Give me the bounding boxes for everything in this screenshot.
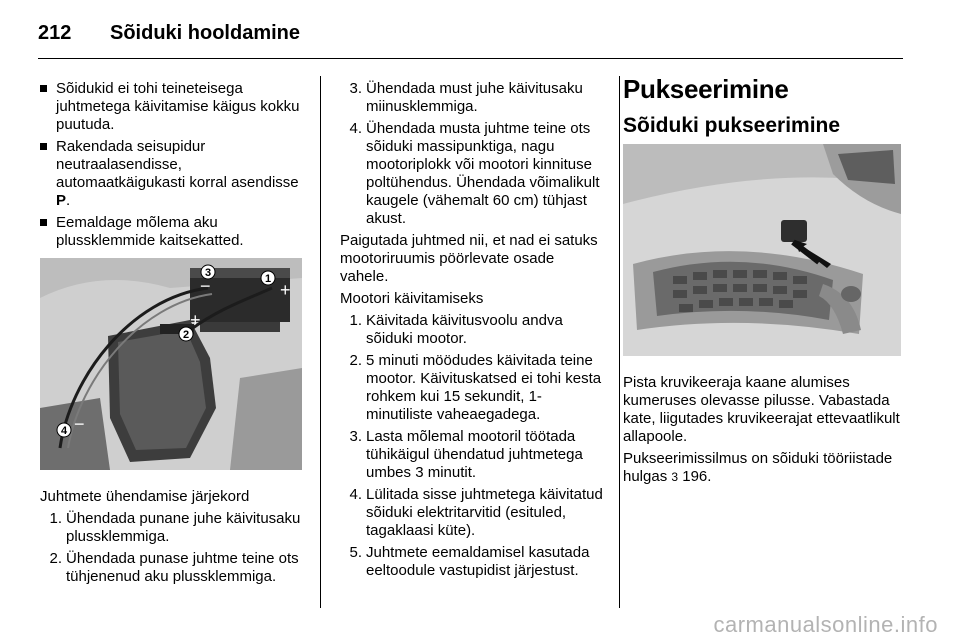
figure-label-3: 3 <box>204 267 212 279</box>
page-title: Sõiduki hooldamine <box>110 22 301 44</box>
bullet-item: Eemaldage mõlema aku plussklemmide kaitsekatted. <box>40 214 308 250</box>
column-1 <box>40 80 308 590</box>
list-item: 3. Ühendada must juhe käivitusaku miinusklemmiga. <box>349 80 583 115</box>
bullet-item: Rakendada seisupidur neutraalasendisse, automaatkäigukasti korral asendisse P. <box>40 138 308 210</box>
list-item: 1. Käivitada käivitusvoolu andva sõiduki mootor. <box>349 312 563 347</box>
figure-label-4: 4 <box>60 425 68 437</box>
header-rule <box>38 58 903 59</box>
page-header <box>38 22 300 45</box>
minus-sign-3: − <box>200 276 211 296</box>
towing-eye-cover-photo <box>623 144 901 356</box>
square-bullet-icon <box>40 143 47 150</box>
plus-sign-2: + <box>190 310 201 330</box>
square-bullet-icon <box>40 219 47 226</box>
watermark: carmanualsonline.info <box>713 612 938 637</box>
column-3 <box>623 74 907 490</box>
plus-sign-1: + <box>280 280 291 300</box>
column-divider-1 <box>320 76 321 608</box>
page-ref-arrow-icon: 3 <box>671 470 679 484</box>
figure-label-2: 2 <box>182 329 190 341</box>
engine-start-intro: Mootori käivitamiseks <box>340 290 484 307</box>
section-subheading: Sõiduki pukseerimine <box>623 114 841 137</box>
minus-sign-4: − <box>74 414 85 434</box>
list-item: 1. Ühendada punane juhe käivitusaku plussklemmiga. <box>49 510 301 545</box>
jump-start-battery-photo <box>40 258 302 470</box>
list-item: 2. 5 minuti möödudes käivitada teine mootor. Käivituskatsed ei tohi kesta rohkem kui 15 sekundit, 1-minutiliste vaheaegadega. <box>349 352 602 423</box>
list-item: 4. Lülitada sisse juhtmetega käivitatud sõiduki elektritarvitid (esituled, tagaklaasi küte). <box>349 486 603 539</box>
cable-routing-paragraph: Paigutada juhtmed nii, et nad ei satuks mootoriruumis pöörlevate osade vahele. <box>340 232 598 285</box>
towing-instruction: Pista kruvikeeraja kaane alumises kumeruses olevasse pilusse. Vabastada kate, liigutades kruvikeerajat ettevaatlikult allapoole. <box>623 374 900 445</box>
list-item: 4. Ühendada musta juhtme teine ots sõiduki massipunktiga, nagu mootoriplokk või mootori kinnituse poltühendus. Ühendada võimalikult kaugele (vähemalt 60 cm) tühjast akust. <box>349 120 600 227</box>
towing-eye-location: Pukseerimissilmus on sõiduki tööriistade hulgas 3 196. <box>623 450 893 485</box>
column-divider-2 <box>619 76 620 608</box>
page-number: 212 <box>38 22 72 44</box>
page-ref-link[interactable]: 196 <box>682 468 708 485</box>
bullet-item: Sõidukid ei tohi teineteisega juhtmetega käivitamise käigus kokku puutuda. <box>40 80 308 134</box>
figure-label-1: 1 <box>264 273 272 285</box>
list-item: 5. Juhtmete eemaldamisel kasutada eeltoodule vastupidist järjestust. <box>349 544 590 579</box>
list-item: 3. Lasta mõlemal mootoril töötada tühikäigul ühendatud juhtmetega umbes 3 minutit. <box>349 428 583 481</box>
column-2 <box>340 80 606 584</box>
list-item: 2. Ühendada punase juhtme teine ots tühjenenud aku plussklemmiga. <box>49 550 299 585</box>
section-heading: Pukseerimine <box>623 74 789 104</box>
square-bullet-icon <box>40 85 47 92</box>
connection-order-intro: Juhtmete ühendamise järjekord <box>40 488 250 505</box>
